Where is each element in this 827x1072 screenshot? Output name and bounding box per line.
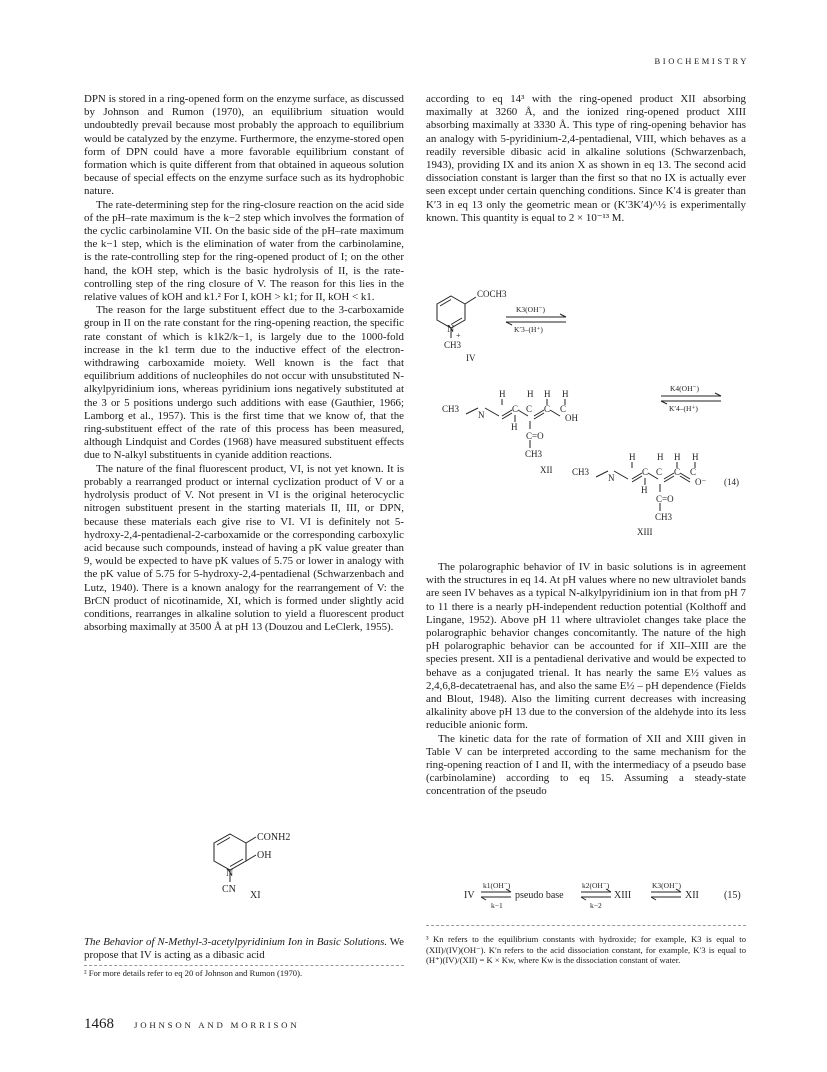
xiii-label: XIII [614,890,632,901]
n-label: N [608,473,615,483]
page-footer [84,1016,300,1033]
paragraph: The kinetic data for the rate of formation of XII and XIII given in Table V can be interpreted according to the same mechanism for the ring-opening reaction of I and II, with the intermediacy of a pseudo base (carbinolamine) according to eq 15. Assuming a steady-state concentration of the pseudo [426,732,746,798]
h-label: H [527,389,534,399]
c-label: C [642,467,649,477]
n-label: N [226,868,234,879]
page-number: 1468 [84,1016,114,1032]
equation-14 [426,280,751,560]
right-column-top [426,93,746,225]
equation-number: (14) [724,477,739,487]
paragraph: The nature of the final fluorescent product, VI, is not yet known. It is probably a rearranged product or internal cyclization product of V or a hydrolysis product of V. Not present in VI is the original heterocyclic nitrogen substituent present in the starting materials II, III, or DPN, because these materials each give rise to VI. VI is definitely not 5-hydroxy-2,4-pentadienal-2-carboxamide or the corresponding carboxylic acid because such compounds, instead of having a pK value greater than 9, would be expected to have pK values of 5.75 or lower in analogy with the pK value of 5.75 for 5-hydroxy-2,4-pentadienal (Schwarzenbach and Lutz, 1940). There is a known analogy for the rearrangement of V: the BrCN product of nicotinamide, XI, which is formed under slightly acid conditions, rearranges in alkaline solution to yield a fluorescent product absorbing maximally at 3500 Å at pH 13 (Douzou and LeClerk, 1955). [84,462,404,634]
compound-label: XI [250,890,261,901]
oh-label: OH [257,850,272,861]
oh-label: OH [565,413,578,423]
k1-label: k1(OH⁻) [483,881,511,890]
cn-label: CN [222,884,236,895]
c-label: C [544,404,551,414]
k-reverse-label: K′3–(H⁺) [514,325,543,334]
ch3-label: CH3 [572,467,590,477]
h-label: H [562,389,569,399]
structure-xi [200,826,310,922]
compound-label-xii: XII [540,465,553,475]
paragraph: The polarographic behavior of IV in basic solutions is in agreement with the structures in eq 14. At pH values where no new ultraviolet bands are seen IV behaves as a typical N-alkylpyridinium ion in that from pH 7 to 11 there is a nearly pH-independent reduction potential (Kolthoff and Lingane, 1952). Above pH 11 where ultraviolet changes take place the polarographic behavior changes concomitantly. The nature of the high pH polarographic behavior can be accounted for if XII–XIII are the species present. XII is a pentadienal derivative and would be expected to behave as a conjugated trienal. It has nearly the same E½ values as 2,4,6,8-decatetraenal has, and also the same E½ – pH dependence (Fields and Blout, 1948). Also the limiting current decreases with increasing alkalinity above pH 13 due to the conversion of the aldehyde into its less reducible anionic form. [426,561,746,732]
h-label: H [692,452,699,462]
xii-label: XII [685,890,699,901]
c-label: C [674,467,681,477]
ch3-label: CH3 [444,340,462,350]
journal-header: BIOCHEMISTRY [654,56,749,66]
section-paragraph [84,936,404,962]
carbonyl-label: C=O [656,494,674,504]
carbonyl-label: C=O [526,431,544,441]
right-column-bottom [426,561,746,799]
c-label: C [512,404,519,414]
paragraph: The reason for the large substituent effect due to the 3-carboxamide group in II on the rate constant for the ring-opening reaction, the specific rate constant of which is k1k2/k−1, is largely due to the 1000-fold increase in the k1 term due to the inductive effect of the electron-withdrawing carboxamide moiety. Well known is the fact that equilibrium additions of nucleophiles do not occur with unsubstituted N-alkylpyridinium ions, whereas pyridinium ions negatively substituted at the 3 or 5 positions undergo such additions with ease (Gauthier, 1966; Lamborg et al., 1957). This is the first time that we know of, that the ring-substituent effect of the rate of this process has been measured, although Lindquist and Cordes (1968) have measured substituent effects due to N-alkyl substituents in cyanide addition reactions. [84,304,404,462]
coch3-label: COCH3 [477,289,507,299]
o-minus-label: O⁻ [695,477,707,487]
c-label: C [526,404,533,414]
conh2-label: CONH2 [257,832,291,843]
compound-label-xiii: XIII [637,527,653,537]
c-label: C [656,467,663,477]
k-2-label: k−2 [590,901,602,910]
plus-sign: + [456,331,461,340]
section-title: The Behavior of N-Methyl-3-acetylpyridinium Ion in Basic Solutions. [84,936,388,948]
iv-label: IV [464,890,475,901]
h-label: H [544,389,551,399]
footnote: ² For more details refer to eq 20 of Johnson and Rumon (1970). [84,968,303,978]
k-forward-label: K4(OH⁻) [670,384,699,393]
k-reverse-label: K′4–(H⁺) [669,404,698,413]
footnote: ³ Kn refers to the equilibrium constants with hydroxide; for example, K3 is equal to (XII)/(IV)(OH⁻). K′n refers to the acid dissociation constant, for example, K′3 is equal to (H⁺)(IV)/(XII) = K × Kw, where Kw is the dissociation constant of water. [426,934,746,966]
paragraph: according to eq 14³ with the ring-opened product XII absorbing maximally at 3260 Å, and the ionized ring-opened product XIII absorbing maximally at 3330 Å. This type of ring-opening behavior has an analogy with 5-pyridinium-2,4-pentadienal, VIII, which behaves as a readily reversible dibasic acid in alkaline solutions (Schwarzenbach, 1943), providing IX and its anion X as shown in eq 13. The second acid dissociation constant is larger than the first so that no IX is actually ever seen except under certain quenching conditions. Since K′4 is greater than K′3 in eq 13 only the geometric mean or (K′3K′4)^½ is experimentally known. This quantity is equal to 2 × 10⁻¹³ M. [426,93,746,224]
k2-label: k2(OH⁻) [582,881,610,890]
equation-15 [426,878,751,914]
n-plus-label: N [447,324,455,335]
h-label: H [641,485,648,495]
pseudo-base-label: pseudo base [515,890,564,901]
c-label: C [690,467,697,477]
section-text: We propose that IV is acting as a dibasic acid [84,936,404,962]
h-label: H [674,452,681,462]
equation-number: (15) [724,890,741,901]
h-label: H [499,389,506,399]
c-label: C [560,404,567,414]
k-forward-label: K3(OH⁻) [516,305,545,314]
paragraph: DPN is stored in a ring-opened form on the enzyme surface, as discussed by Johnson and Rumon (1970), an equilibrium situation would undoubtedly prevail because most probably the approach to equilibrium would be catalyzed by the enzyme. Furthermore, the enzyme-stored open form of DPN could have a more favorable equilibrium constant of formation which is quite different from that obtained in aqueous solution because of special effects on the enzyme surface such as its hydrophobic nature. [84,93,404,198]
left-column [84,93,404,634]
ch3-label: CH3 [442,404,460,414]
paragraph: The rate-determining step for the ring-closure reaction on the acid side of the pH–rate maximum is the k−2 step which involves the formation of the cyclic carbinolamine VII. On the basic side of the pH–rate maximum the k−1 step, which is the elimination of water from the carbinolamine, is the rate-controlling step for the ring-opened product of I; on the other hand, the kOH step, which is the basic hydrolysis of II, is the rate-controlling step of the ring closure of V. The reason for this lies in the relative values of kOH and k1.² For I, kOH > k1; for II, kOH < k1. [84,198,404,304]
running-authors: JOHNSON AND MORRISON [134,1020,300,1030]
footnote-divider [84,965,404,966]
h-label: H [629,452,636,462]
ch3-label: CH3 [525,449,543,459]
k3-label: K3(OH⁻) [652,881,681,890]
k-1-label: k−1 [491,901,503,910]
ch3-label: CH3 [655,512,673,522]
h-label: H [511,422,518,432]
footnote-divider [426,925,746,926]
n-label: N [478,410,485,420]
compound-label-iv: IV [466,353,476,363]
h-label: H [657,452,664,462]
